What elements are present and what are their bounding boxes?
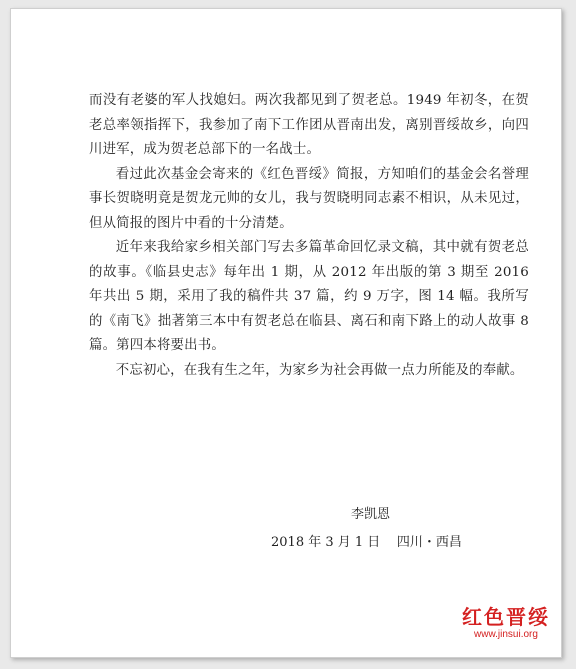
date-place-line: 2018 年 3 月 1 日 四川・西昌	[271, 535, 462, 550]
signature-name: 李凯恩	[351, 507, 391, 522]
site-logo	[451, 605, 561, 641]
paragraph-2: 看过此次基金会寄来的《红色晋绥》简报，方知咱们的基金会名誉理事长贺晓明竟是贺龙元帅的女儿，我与贺晓明同志素不相识，从未见过，但从简报的图片中看的十分清楚。	[89, 166, 529, 231]
paragraph-1: 而没有老婆的军人找媳妇。两次我都见到了贺老总。1949 年初冬，在贺老总率领指挥下，我参加了南下工作团从晋南出发，离别晋绥故乡，向四川进军，成为贺老总部下的一名战士。	[89, 93, 529, 157]
paragraph-4: 不忘初心，在我有生之年，为家乡为社会再做一点力所能及的奉献。	[115, 362, 524, 378]
logo-url: www.jinsui.org	[474, 629, 538, 640]
logo-title: 红色晋绥	[462, 605, 550, 629]
letter-body	[89, 89, 529, 383]
document-page	[10, 8, 562, 658]
paragraph-3: 近年来我给家乡相关部门写去多篇革命回忆录文稿，其中就有贺老总的故事。《临县史志》每年出 1 期，从 2012 年出版的第 3 期至 2016 年共出 5 期，采用了我的稿件共 37 篇，约 9 万字，图 14 幅。我所写的《南飞》拙著第三本中有贺老总在临县、离石和南下路上的动人故事 8 篇。第四本将要出书。	[89, 240, 529, 353]
